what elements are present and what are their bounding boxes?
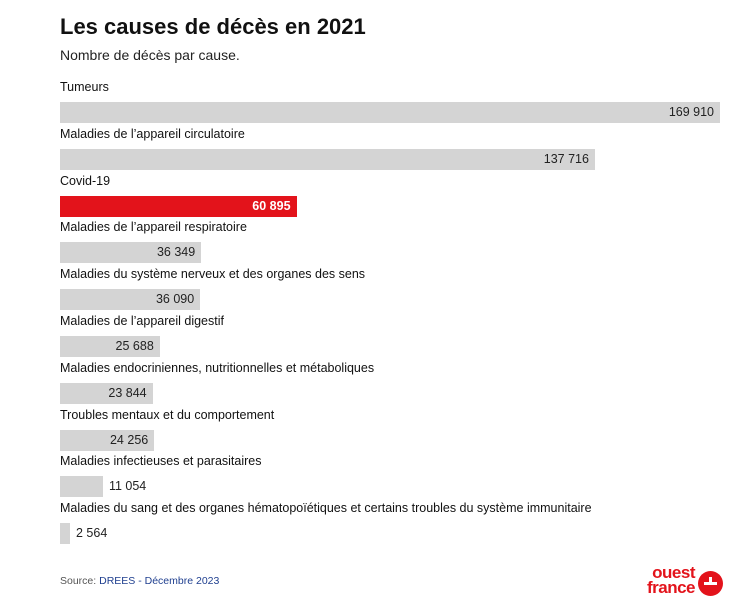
category-label: Troubles mentaux et du comportement — [60, 407, 275, 422]
logo-wordmark — [647, 565, 695, 595]
value-label: 2 564 — [76, 526, 108, 541]
value-label: 23 844 — [108, 385, 147, 400]
ouest-france-logo-icon — [698, 571, 723, 596]
value-label: 36 090 — [155, 292, 195, 307]
source-link[interactable]: DREES — [99, 575, 136, 587]
category-label: Maladies endocriniennes, nutritionnelles et métaboliques — [60, 360, 375, 375]
category-label: Maladies infectieuses et parasitaires — [60, 454, 262, 469]
chart-title: Les causes de décès en 2021 — [60, 14, 366, 39]
value-label: 25 688 — [115, 339, 154, 353]
category-label: Covid-19 — [60, 173, 111, 188]
source-date: - Décembre 2023 — [135, 575, 220, 587]
bar — [60, 523, 70, 544]
chart-subtitle: Nombre de décès par cause. — [60, 47, 240, 63]
category-label: Maladies de l’appareil circulatoire — [60, 126, 245, 141]
ouest-france-logo[interactable] — [625, 565, 723, 601]
bar — [60, 476, 103, 497]
category-label: Maladies de l’appareil respiratoire — [60, 220, 247, 235]
source-note — [60, 575, 219, 587]
category-label: Tumeurs — [60, 80, 109, 94]
source-prefix: Source: — [60, 575, 100, 587]
logo-line-2: france — [646, 578, 695, 597]
value-label: 60 895 — [252, 198, 291, 213]
value-label: 11 054 — [108, 479, 147, 494]
value-label: 36 349 — [156, 245, 196, 260]
value-label: 169 910 — [668, 105, 714, 119]
category-label: Maladies du sang et des organes hématopoïétiques et certains troubles du système immunitaire — [60, 501, 592, 516]
value-label: 24 256 — [109, 432, 149, 447]
category-label: Maladies de l’appareil digestif — [60, 314, 224, 328]
category-label: Maladies du système nerveux et des organes des sens — [60, 267, 366, 282]
value-label: 137 716 — [543, 151, 589, 166]
logo-line-1: ouest — [652, 563, 695, 582]
